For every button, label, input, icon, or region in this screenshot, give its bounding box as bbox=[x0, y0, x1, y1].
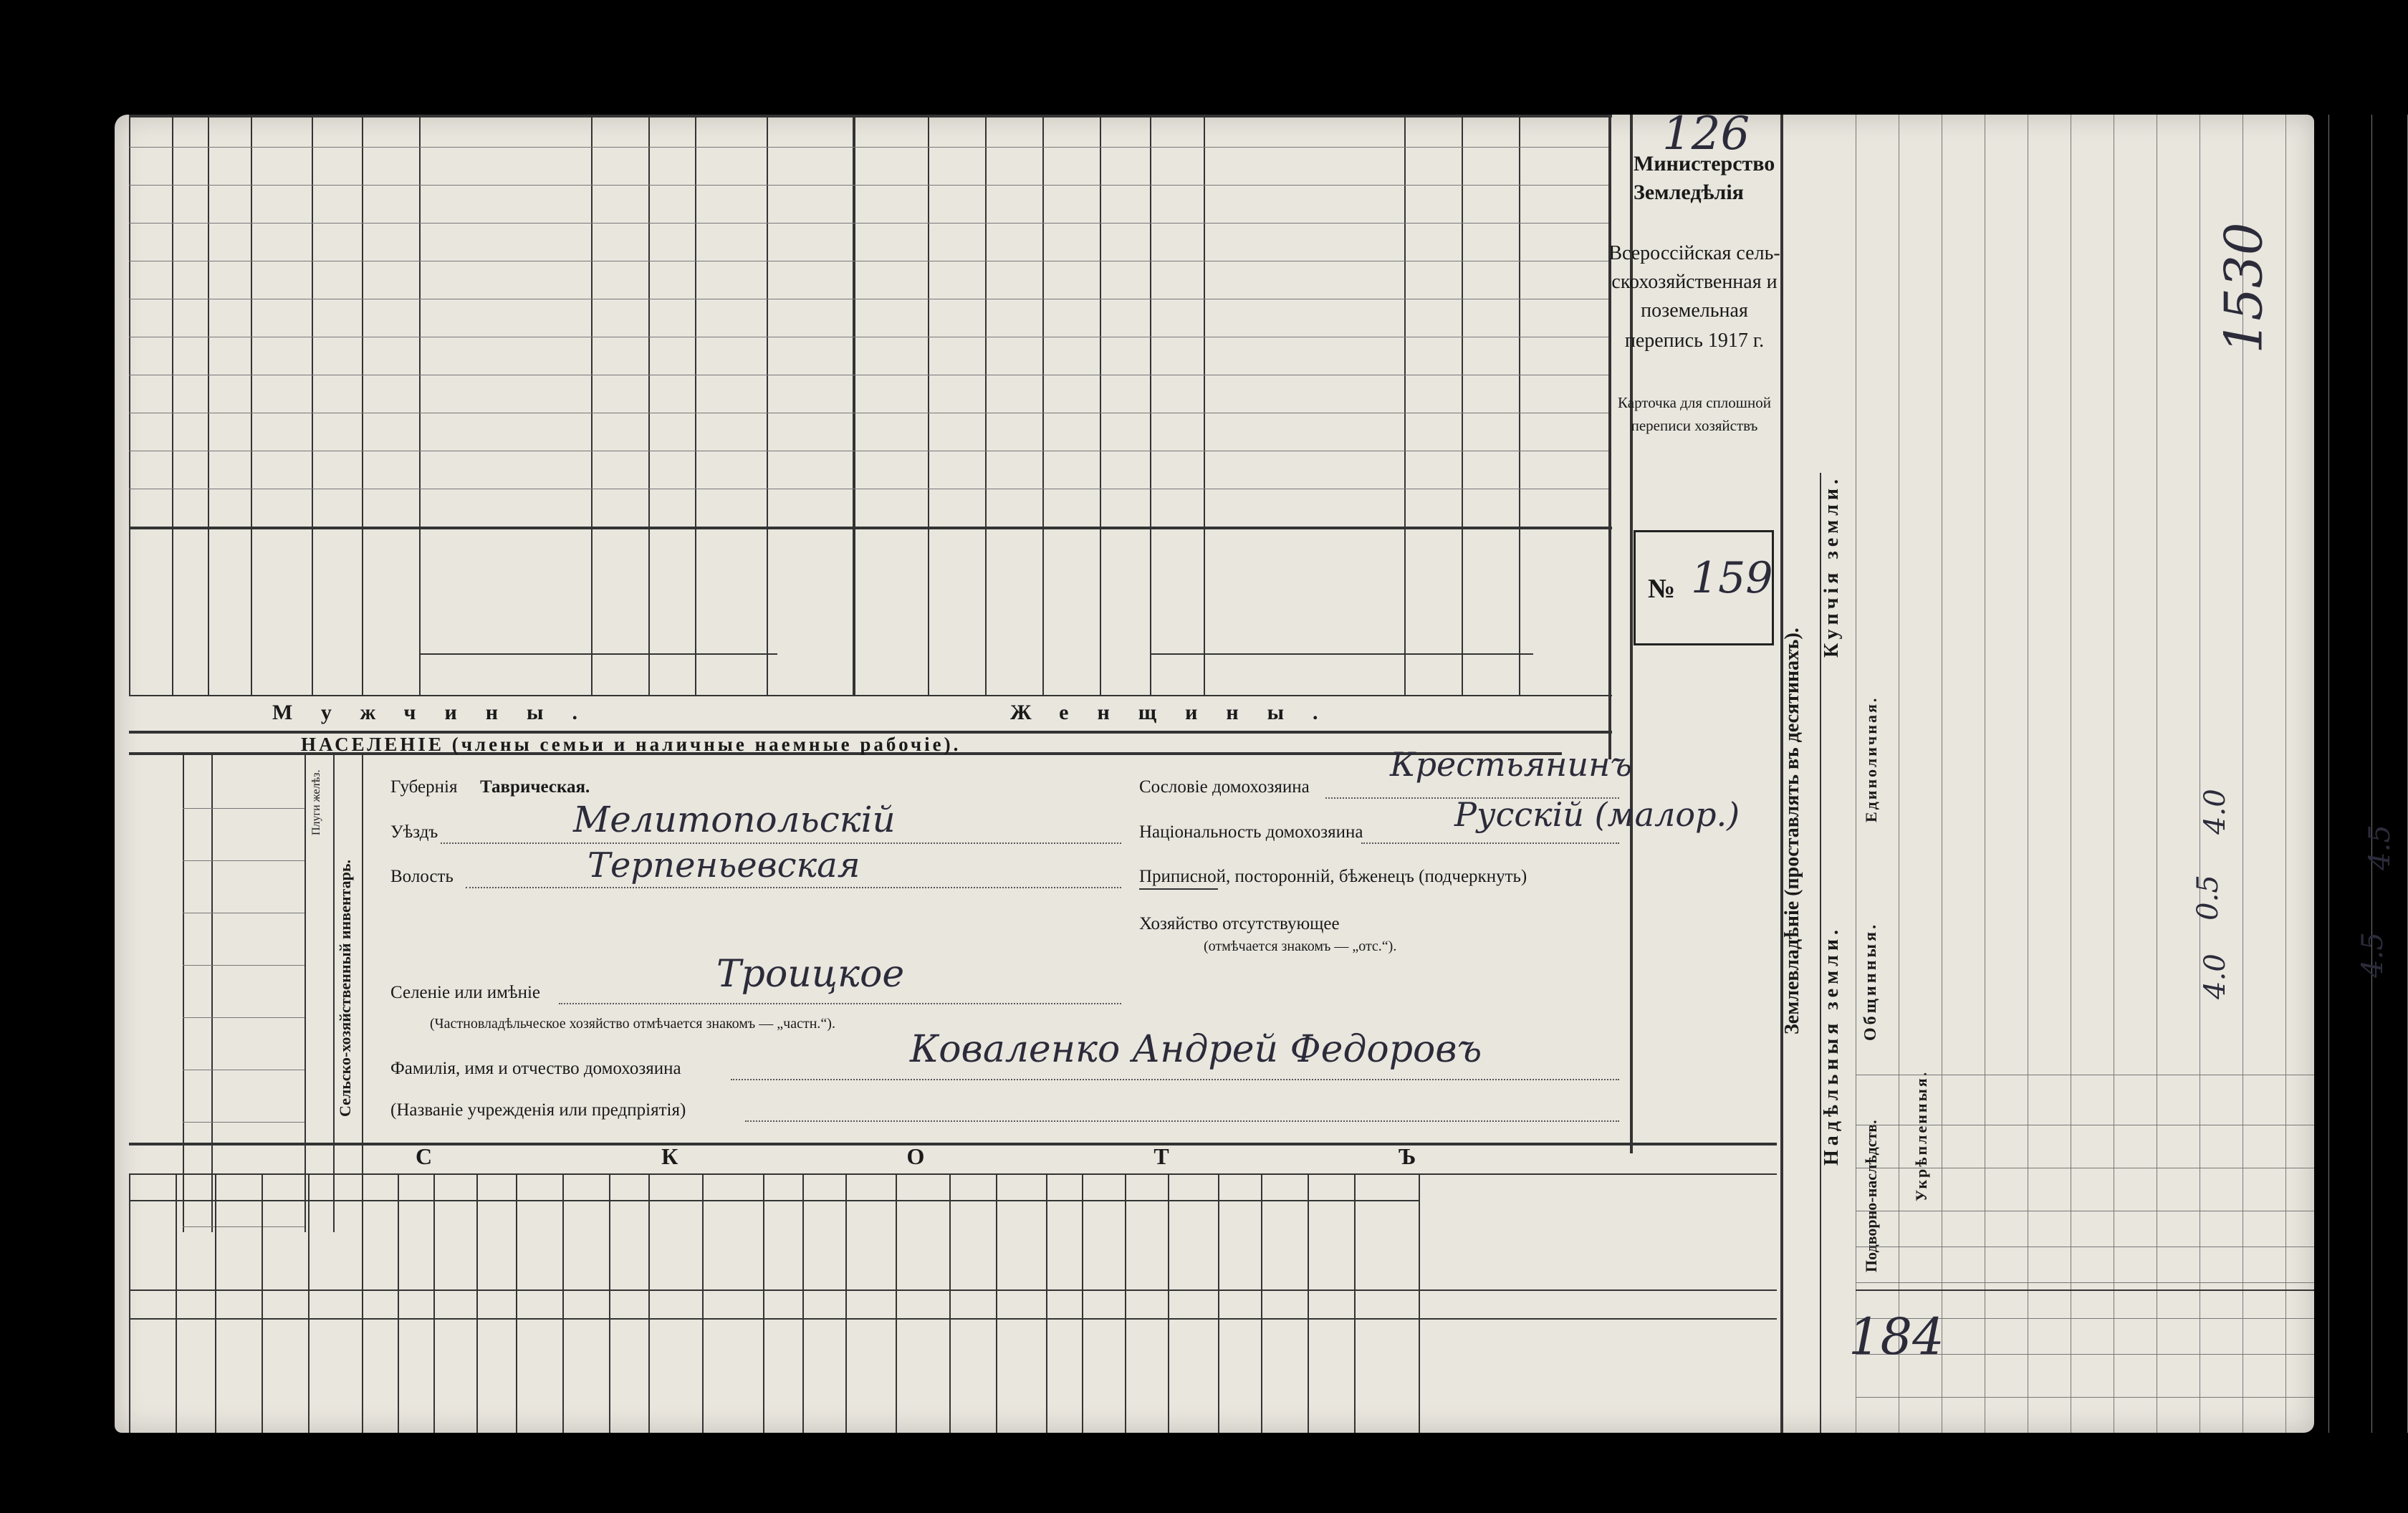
census-title-4: перепись 1917 г. bbox=[1624, 330, 1765, 352]
pop-col-line bbox=[1204, 115, 1205, 695]
land-row-labels-line bbox=[1856, 1289, 2314, 1291]
individual-label: Единоличная. bbox=[1862, 696, 1880, 823]
inv-item-number bbox=[186, 971, 209, 1011]
absent-note: (отмѣчается знакомъ — „отс.“). bbox=[1204, 938, 1397, 954]
pop-col-line bbox=[591, 115, 593, 695]
pop-col-header bbox=[698, 553, 764, 689]
livestock-title: СКОТЪ bbox=[416, 1143, 1646, 1169]
land-row-label bbox=[2185, 1297, 2228, 1426]
census-title-2: скохозяйственная и bbox=[1611, 271, 1778, 293]
livestock-group-line bbox=[129, 1173, 1777, 1175]
land-col-number bbox=[1863, 860, 1884, 903]
livestock-col-line bbox=[176, 1173, 177, 1433]
livestock-col-header bbox=[1310, 1205, 1352, 1287]
communal-label: Общинныя. bbox=[1861, 921, 1880, 1042]
inv-item-number bbox=[186, 1023, 209, 1063]
inv-item-number bbox=[186, 762, 209, 802]
livestock-col-header bbox=[805, 1205, 843, 1287]
livestock-col-line bbox=[1261, 1173, 1262, 1433]
trades-line bbox=[1347, 653, 1533, 655]
livestock-col-header bbox=[998, 1205, 1044, 1287]
livestock-col-line bbox=[609, 1173, 610, 1433]
pop-col-header bbox=[1045, 553, 1097, 650]
land-row-line bbox=[1856, 1282, 2314, 1283]
land-row-label bbox=[2239, 1297, 2282, 1426]
pop-col-line bbox=[1100, 115, 1101, 695]
land-col-header bbox=[1899, 795, 1963, 849]
pop-col-line bbox=[129, 115, 130, 695]
land-col-number bbox=[1863, 229, 1884, 272]
institution-line bbox=[745, 1120, 1619, 1122]
pop-col-header bbox=[651, 553, 692, 689]
land-col-number bbox=[1863, 802, 1884, 845]
livestock-col-line bbox=[1125, 1173, 1126, 1433]
land-title: Землевладѣніе (проставлять въ десятинахъ). bbox=[1781, 628, 1803, 1034]
pop-col-line bbox=[985, 115, 987, 695]
land-col-number bbox=[1863, 573, 1884, 616]
work-mark-line bbox=[419, 653, 591, 655]
inv-row-line bbox=[183, 1122, 304, 1123]
pop-col-header bbox=[988, 553, 1040, 689]
pop-col-line bbox=[208, 115, 209, 695]
livestock-col-line bbox=[648, 1173, 650, 1433]
land-col-number bbox=[1863, 1075, 1884, 1118]
fio-line bbox=[731, 1079, 1619, 1080]
women-label: Женщины. bbox=[1010, 701, 1347, 724]
household-label: Подворно-наслѣдств. bbox=[1862, 1120, 1880, 1273]
pop-col-line bbox=[648, 115, 650, 695]
livestock-col-line bbox=[996, 1173, 997, 1433]
livestock-col-header bbox=[178, 1221, 213, 1286]
livestock-col-header bbox=[848, 1205, 893, 1287]
land-col-header bbox=[1899, 509, 1963, 562]
pop-col-header bbox=[769, 553, 850, 689]
trades-line bbox=[591, 653, 777, 655]
inv-item-number bbox=[186, 1075, 209, 1115]
inv-item-number bbox=[186, 918, 209, 959]
livestock-col-header bbox=[565, 1205, 607, 1287]
land-col-header bbox=[1899, 967, 1963, 1021]
livestock-col-line bbox=[262, 1173, 263, 1433]
land-col-header bbox=[1899, 1118, 1963, 1171]
soslovie-value[interactable]: Крестьянинъ bbox=[1390, 745, 1633, 784]
inv-num-divider bbox=[211, 752, 213, 1232]
livestock-col-header bbox=[364, 1205, 395, 1287]
census-title-3: поземельная bbox=[1641, 299, 1748, 322]
land-col-header bbox=[1899, 301, 1963, 355]
pop-col-header bbox=[931, 553, 982, 689]
pop-col-line bbox=[1462, 115, 1463, 695]
livestock-col-line bbox=[362, 1173, 363, 1433]
men-label: Мужчины. bbox=[272, 701, 606, 724]
land-col-header bbox=[1899, 852, 1963, 906]
livestock-col-header bbox=[765, 1205, 800, 1287]
inv-row-line bbox=[183, 808, 304, 809]
livestock-col-line bbox=[1082, 1173, 1083, 1433]
land-col-line bbox=[2285, 115, 2286, 1433]
pop-col-line bbox=[1150, 115, 1151, 695]
pop-col-header bbox=[1153, 553, 1201, 650]
land-row-label bbox=[2131, 1297, 2174, 1426]
pop-col-header bbox=[365, 553, 416, 650]
volost-label: Волость bbox=[390, 867, 454, 886]
livestock-col-line bbox=[476, 1173, 478, 1433]
fio-value[interactable]: Коваленко Андрей Федоровъ bbox=[910, 1028, 1482, 1071]
inv-title-divider bbox=[362, 752, 363, 1232]
livestock-col-line bbox=[1168, 1173, 1169, 1433]
livestock-col-line bbox=[433, 1173, 435, 1433]
inventory-title: Сельско-хозяйственный инвентарь. bbox=[336, 860, 354, 1118]
land-row-label bbox=[2024, 1297, 2067, 1426]
pop-col-header bbox=[855, 553, 925, 689]
livestock-col-header bbox=[1170, 1205, 1216, 1287]
livestock-col-line bbox=[949, 1173, 951, 1433]
pop-col-header bbox=[1407, 553, 1459, 689]
livestock-col-line bbox=[1354, 1173, 1356, 1433]
livestock-col-header bbox=[1084, 1205, 1123, 1287]
selenie-label: Селеніе или имѣніе bbox=[390, 983, 540, 1002]
land-total-value: 4.5 bbox=[2356, 932, 2389, 978]
livestock-col-header bbox=[400, 1205, 431, 1287]
land-col-number bbox=[1863, 308, 1884, 351]
pop-col-line bbox=[172, 115, 173, 695]
uezd-label: Уѣздъ bbox=[390, 822, 438, 842]
nationality-label: Національность домохозяина bbox=[1139, 822, 1363, 842]
land-col-header bbox=[1899, 380, 1963, 433]
card-title-1: Карточка для сплошной bbox=[1618, 394, 1771, 411]
pop-col-header bbox=[211, 553, 248, 689]
livestock-col-line bbox=[215, 1173, 216, 1433]
land-col-number bbox=[1863, 630, 1884, 673]
livestock-col-header bbox=[1263, 1205, 1305, 1287]
pop-row-line bbox=[129, 185, 1608, 186]
livestock-col-header bbox=[479, 1205, 514, 1287]
livestock-col-header bbox=[518, 1205, 560, 1287]
pop-col-line bbox=[362, 115, 363, 695]
pop-col-header bbox=[175, 553, 205, 689]
livestock-col-line bbox=[896, 1173, 897, 1433]
pop-col-header bbox=[132, 553, 169, 689]
land-value-66: 4.0 bbox=[2198, 789, 2232, 835]
land-col-line bbox=[2328, 115, 2329, 1433]
land-col-header bbox=[1899, 1218, 1963, 1272]
pop-col-line bbox=[1404, 115, 1406, 695]
land-total-value-2: 4.5 bbox=[2363, 825, 2397, 870]
status-label: Приписной, посторонній, бѣженецъ (подчеркнуть) bbox=[1139, 867, 1527, 886]
livestock-col-line bbox=[308, 1173, 310, 1433]
land-col-header bbox=[1899, 1067, 1963, 1121]
inventory-side-label: Плуги желѣз. bbox=[310, 769, 322, 835]
land-value-64: 0.5 bbox=[2191, 875, 2225, 921]
gubernia-label: Губернія bbox=[390, 777, 458, 797]
livestock-col-line bbox=[845, 1173, 847, 1433]
pop-col-line bbox=[928, 115, 929, 695]
livestock-col-line bbox=[1218, 1173, 1219, 1433]
land-col-header bbox=[1899, 451, 1963, 505]
land-col-number bbox=[1863, 917, 1884, 960]
livestock-num-line bbox=[129, 1289, 1777, 1291]
pop-col-line bbox=[1519, 115, 1520, 695]
pop-col-header bbox=[1464, 553, 1516, 689]
livestock-col-header bbox=[611, 1205, 646, 1287]
pop-col-line bbox=[419, 115, 421, 695]
volost-value[interactable]: Терпеньевская bbox=[587, 845, 860, 885]
selenie-line bbox=[559, 1003, 1121, 1004]
livestock-subgroup-line bbox=[129, 1200, 1419, 1201]
livestock-col-line bbox=[1308, 1173, 1309, 1433]
census-title-1: Всероссійская сель- bbox=[1608, 242, 1780, 264]
pop-row-line bbox=[129, 147, 1608, 148]
inv-row-line bbox=[183, 1017, 304, 1018]
absent-label: Хозяйство отсутствующее bbox=[1139, 914, 1340, 933]
land-col-header bbox=[1899, 681, 1963, 734]
pop-col-line bbox=[251, 115, 252, 695]
livestock-col-header bbox=[1220, 1205, 1259, 1287]
livestock-col-header bbox=[898, 1205, 947, 1287]
pop-header-border bbox=[129, 527, 1612, 529]
pop-col-line bbox=[767, 115, 768, 695]
pop-col-header bbox=[315, 553, 359, 650]
livestock-col-header bbox=[264, 1205, 306, 1287]
card-title-2: переписи хозяйствъ bbox=[1631, 417, 1758, 434]
purchased-label: Купчія земли. bbox=[1821, 474, 1843, 658]
livestock-col-line bbox=[802, 1173, 804, 1433]
inv-row-line bbox=[183, 965, 304, 966]
livestock-col-line bbox=[398, 1173, 399, 1433]
uezd-value[interactable]: Мелитопольскій bbox=[573, 799, 896, 840]
land-col-number bbox=[1863, 1024, 1884, 1067]
land-col-line bbox=[2371, 115, 2372, 1433]
pop-col-line bbox=[1042, 115, 1044, 695]
land-col-number bbox=[1863, 974, 1884, 1017]
land-col-header bbox=[1899, 566, 1963, 620]
allotment-label: Надѣльныя земли. bbox=[1821, 926, 1843, 1166]
land-col-header bbox=[1899, 623, 1963, 677]
livestock-col-line bbox=[1046, 1173, 1047, 1433]
land-col-header bbox=[1899, 1168, 1963, 1221]
inv-item-number bbox=[186, 814, 209, 854]
land-col-number bbox=[1863, 1225, 1884, 1268]
land-col-header bbox=[1899, 910, 1963, 964]
inv-item-number bbox=[186, 1128, 209, 1168]
livestock-col-header bbox=[131, 1221, 173, 1286]
land-row-label bbox=[2078, 1297, 2121, 1426]
pop-col-header bbox=[594, 553, 646, 689]
pop-top-border bbox=[129, 115, 1612, 117]
livestock-col-line bbox=[516, 1173, 517, 1433]
volost-line bbox=[466, 887, 1121, 888]
inv-label-divider bbox=[304, 752, 306, 1232]
land-col-number bbox=[1863, 387, 1884, 430]
livestock-col-line bbox=[562, 1173, 564, 1433]
livestock-col-header bbox=[951, 1205, 994, 1287]
land-col-number bbox=[1863, 688, 1884, 731]
livestock-col-header bbox=[1048, 1205, 1080, 1287]
ministry-title: Министерство bbox=[1634, 152, 1775, 176]
top-stamp-number: 126 bbox=[1662, 107, 1750, 160]
livestock-col-header bbox=[1127, 1205, 1166, 1287]
livestock-values-line bbox=[129, 1318, 1777, 1320]
land-value-65: 4.0 bbox=[2198, 954, 2232, 999]
livestock-col-line bbox=[129, 1173, 130, 1433]
status-underline bbox=[1139, 888, 1218, 890]
livestock-col-header bbox=[651, 1205, 700, 1287]
bottom-stamp-number: 184 bbox=[1848, 1307, 1944, 1366]
inv-left-border bbox=[183, 752, 184, 1232]
land-value-75: 1530 bbox=[2213, 222, 2274, 354]
institution-label: (Названіе учрежденія или предпріятія) bbox=[390, 1100, 686, 1120]
pop-col-line bbox=[312, 115, 313, 695]
inv-item-number bbox=[186, 866, 209, 906]
card-number-label: № bbox=[1648, 574, 1676, 604]
fio-label: Фамилія, имя и отчество домохозяина bbox=[390, 1059, 681, 1078]
pop-row-line bbox=[129, 223, 1608, 224]
inv-side-divider bbox=[333, 752, 335, 1232]
census-card bbox=[115, 107, 2397, 1433]
card-number-value: 159 bbox=[1691, 553, 1773, 603]
land-row-label bbox=[1970, 1297, 2013, 1426]
fortified-label: Укрѣпленныя. bbox=[1912, 1070, 1930, 1201]
ministry-title-2: Земледѣлія bbox=[1634, 181, 1744, 204]
inv-row-line bbox=[183, 860, 304, 861]
pop-col-header bbox=[254, 553, 309, 650]
land-col-number bbox=[1863, 1125, 1884, 1168]
soslovie-label: Сословіе домохозяина bbox=[1139, 777, 1310, 797]
livestock-col-line bbox=[763, 1173, 764, 1433]
livestock-col-header bbox=[436, 1205, 474, 1287]
private-note: (Частновладѣльческое хозяйство отмѣчается знакомъ — „частн.“). bbox=[430, 1016, 835, 1032]
livestock-col-line bbox=[702, 1173, 704, 1433]
gubernia-value: Таврическая. bbox=[480, 777, 590, 797]
nationality-value[interactable]: Русскій (малор.) bbox=[1454, 795, 1740, 834]
land-col-number bbox=[1863, 516, 1884, 559]
land-col-header bbox=[1899, 222, 1963, 276]
land-col-number bbox=[1863, 458, 1884, 501]
land-col-header bbox=[1899, 738, 1963, 792]
nationality-line bbox=[1361, 842, 1619, 844]
land-col-number bbox=[1863, 1175, 1884, 1218]
pop-col-header bbox=[1103, 553, 1147, 650]
livestock-col-header bbox=[1356, 1205, 1416, 1287]
pop-col-line bbox=[695, 115, 696, 695]
pop-men-women-line bbox=[129, 695, 1612, 696]
land-col-header bbox=[1899, 1017, 1963, 1071]
livestock-col-line bbox=[1419, 1173, 1420, 1433]
selenie-value[interactable]: Троицкое bbox=[716, 953, 905, 996]
livestock-col-header bbox=[704, 1205, 761, 1287]
livestock-col-header bbox=[217, 1205, 259, 1287]
population-title: НАСЕЛЕНІЕ (члены семьи и наличные наемные рабочіе). bbox=[301, 734, 961, 755]
uezd-line bbox=[441, 842, 1121, 844]
pop-col-header bbox=[1522, 553, 1606, 689]
livestock-col-header bbox=[310, 1205, 360, 1287]
land-col-number bbox=[1863, 745, 1884, 788]
